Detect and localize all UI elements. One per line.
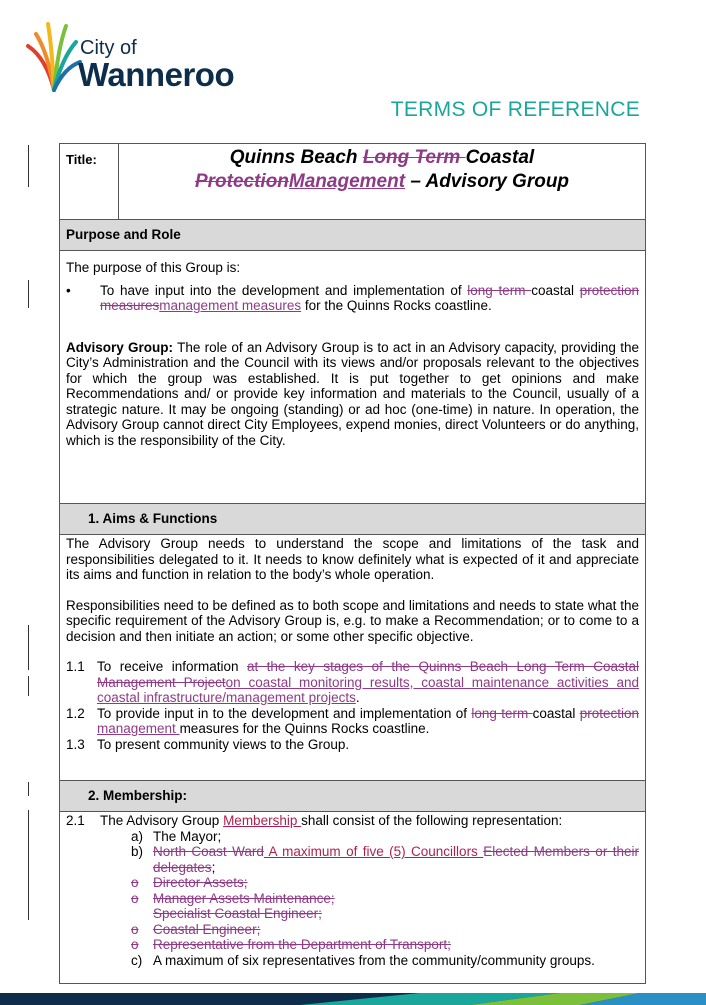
change-bar xyxy=(28,280,29,308)
insertion: Membership xyxy=(223,813,302,828)
member-deleted-1 xyxy=(131,875,639,891)
member-a xyxy=(131,829,639,845)
member-b xyxy=(131,844,639,875)
member-deleted-3 xyxy=(131,906,639,922)
membership-heading: 2. Membership: xyxy=(60,781,645,812)
footer-band xyxy=(0,993,706,1005)
title-deletion: Long Term xyxy=(362,147,466,168)
purpose-bullet xyxy=(66,283,639,314)
purpose-body xyxy=(60,251,645,504)
logo-wanneroo-text: Wanneroo xyxy=(78,56,235,93)
aims-paragraph-1: The Advisory Group needs to understand the scope and limitations of the task and responsibilities delegated to it. It needs to know definitely what is expected of it and appreciate its aims and function in relation to the body’s whole operation. xyxy=(66,536,639,582)
purpose-bullet-text xyxy=(100,283,639,314)
aims-item-1-1 xyxy=(66,659,639,706)
deleted-member: Manager Assets Maintenance; xyxy=(153,890,335,906)
advisory-group-text: The role of an Advisory Group is to act in an Advisory capacity, providing the City’s Administration and the Council with its views and/or proposals relevant to the objectives for which the group was established. It is put together to get opinions and make Recommendations and/ or provide key information and materials to the Council, usually of a strategic nature. It may be ongoing (standing) or ad hoc (one-time) in nature. In operation, the Advisory Group cannot direct City Employees, expend monies, direct Volunteers or do anything, which is the responsibility of the City. xyxy=(66,339,639,448)
title-text-part: Quinns Beach xyxy=(229,147,363,168)
change-bar xyxy=(28,145,29,187)
terms-table xyxy=(59,143,646,984)
item-text xyxy=(97,659,639,706)
change-bar xyxy=(28,676,29,696)
member-deleted-4 xyxy=(131,922,639,938)
logo-city-text: City of xyxy=(80,37,137,59)
deletion: long term xyxy=(471,705,533,721)
insertion: A maximum of five (5) Councillors xyxy=(263,844,484,859)
member-c xyxy=(131,953,639,969)
deleted-member: Director Assets; xyxy=(153,875,248,890)
sub-item-text xyxy=(153,844,639,875)
member-deleted-5 xyxy=(131,937,639,953)
deleted-marker: o xyxy=(131,890,139,906)
document-title xyxy=(119,144,645,219)
deleted-marker: o xyxy=(131,921,139,937)
deleted-member: Representative from the Department of Transport; xyxy=(153,937,451,952)
advisory-group-label: Advisory Group: xyxy=(66,339,174,355)
text-part: for the Quinns Rocks coastline. xyxy=(301,298,492,313)
sub-item-marker: b) xyxy=(131,844,144,859)
advisory-group-paragraph xyxy=(66,340,639,449)
logo-fronds-icon xyxy=(24,18,84,93)
membership-body xyxy=(60,812,645,983)
aims-body xyxy=(60,535,645,781)
item-number: 1.1 xyxy=(66,659,85,674)
item-number: 1.2 xyxy=(66,705,85,721)
deletion: protection xyxy=(579,705,639,721)
deleted-marker: o xyxy=(131,875,139,890)
item-text xyxy=(100,813,639,829)
aims-item-1-3 xyxy=(66,737,639,753)
change-bar xyxy=(28,810,29,920)
sub-item-text: The Mayor; xyxy=(153,828,222,844)
insertion: on coastal monitoring results, coastal maintenance activities and coastal infrastructure/management projects xyxy=(97,674,639,705)
deletion: North Coast Ward xyxy=(153,844,264,859)
item-number: 2.1 xyxy=(66,813,85,828)
title-text-part: Coastal xyxy=(465,147,535,168)
text-part: shall consist of the following representation: xyxy=(301,813,563,828)
sub-item-marker: c) xyxy=(131,952,143,968)
title-insertion: Management xyxy=(288,171,406,192)
deletion: at the key stages of the Quinns Beach Long Term Coastal Management Project xyxy=(97,659,639,690)
terms-of-reference-heading: TERMS OF REFERENCE xyxy=(390,98,640,121)
text-part: To receive information xyxy=(97,659,247,674)
sub-item-text: A maximum of six representatives from the community/community groups. xyxy=(153,952,595,968)
deletion: long term xyxy=(467,282,532,298)
sub-item-marker: a) xyxy=(131,828,144,844)
deleted-marker xyxy=(131,906,153,922)
item-text xyxy=(97,706,639,737)
text-part: coastal xyxy=(531,282,580,298)
text-part: . xyxy=(355,690,360,705)
insertion: management measures xyxy=(159,298,302,313)
title-label: Title: xyxy=(60,144,119,219)
text-part: To have input into the development and implementation of xyxy=(100,282,468,298)
text-part: ; xyxy=(211,859,216,875)
text-part: To provide input in to the development and implementation of xyxy=(97,705,472,721)
title-text-part: – Advisory Group xyxy=(405,171,570,192)
purpose-heading: Purpose and Role xyxy=(60,220,645,251)
deleted-marker: o xyxy=(131,937,139,952)
deleted-member: Coastal Engineer; xyxy=(153,921,261,937)
membership-item-2-1 xyxy=(66,813,639,829)
text-part: measures for the Quinns Rocks coastline. xyxy=(179,721,430,736)
insertion: management xyxy=(97,721,180,736)
member-deleted-2 xyxy=(131,891,639,907)
text-part: coastal xyxy=(532,705,580,721)
bullet-marker: • xyxy=(66,282,71,298)
text-part: The Advisory Group xyxy=(100,813,224,828)
change-bar xyxy=(28,625,29,670)
title-deletion: Protection xyxy=(194,171,289,192)
aims-heading: 1. Aims & Functions xyxy=(60,504,645,535)
aims-paragraph-2: Responsibilities need to be defined as to both scope and limitations and needs to state what the specific requirement of the Advisory Group is, e.g. to make a Recommendation; or to come to a decision and then initiate an action; or some other specific objective. xyxy=(66,597,639,644)
change-bar xyxy=(28,782,29,796)
deletion: Elected Members or their delegates xyxy=(153,844,639,875)
item-text: To present community views to the Group. xyxy=(97,736,350,752)
city-logo xyxy=(24,18,234,96)
deleted-member: Specialist Coastal Engineer; xyxy=(153,906,322,921)
deletion: protection measures xyxy=(100,282,640,313)
aims-item-1-2 xyxy=(66,706,639,737)
title-row xyxy=(60,144,645,220)
purpose-intro: The purpose of this Group is: xyxy=(66,260,241,275)
item-number: 1.3 xyxy=(66,736,85,752)
